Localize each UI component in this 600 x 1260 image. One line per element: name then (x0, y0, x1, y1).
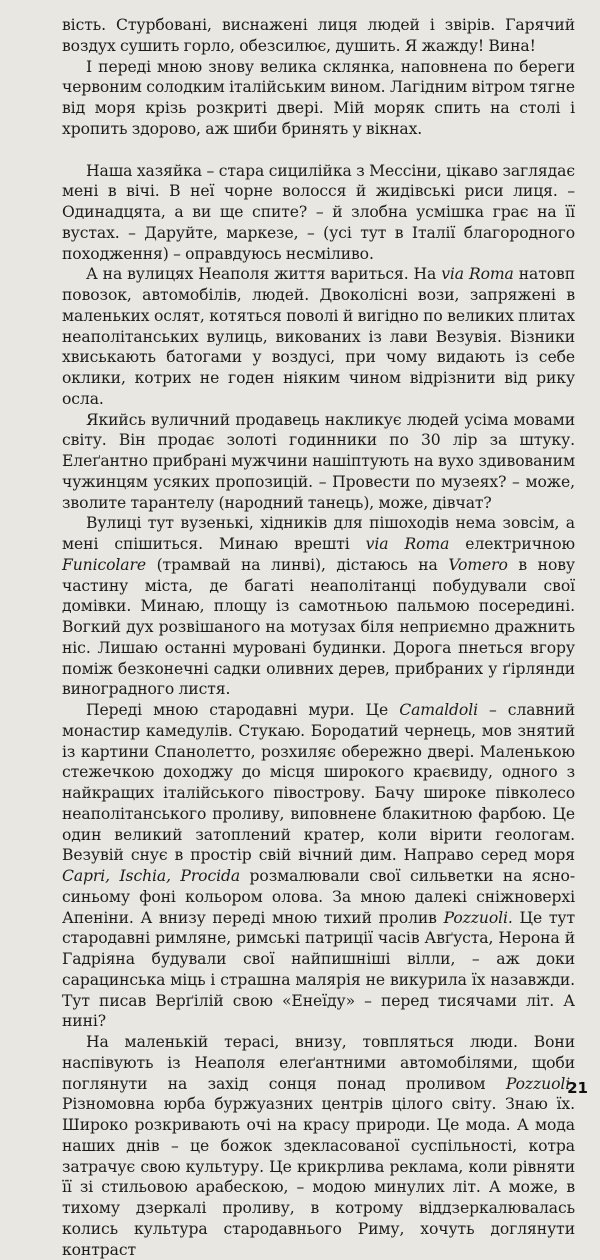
paragraph-7: Переді мною стародавні мури. Це Camaldoli – славний монастир камедулів. Стукаю. Бородатий чернець, мов знятий із картини Спанолетто, розхиляє обережно двері. Маленькою стежечкою доходжу до місця широкого краєвиду, одного з найкращих італійського півострову. Бачу широке півколесо неаполітанського проливу, виповнене блакитною фарбою. Це один великий затоплений кратер, коли вірити геологам. Везувій снує в простір свій вічний дим. Направо серед моря Capri, Ischia, Procida розмалювали свої сильветки на ясно-синьому фоні кольором олова. За мною далекі сніжноверхі Апеніни. А внизу переді мною тихий пролив Pozzuoli. Це тут стародавні римляне, римські патриції часів Авґуста, Нерона й Гадріяна будували свої найпишніші вілли, – аж доки сарацинська міць і страшна малярія не викурила їх назавжди. Тут писав Верґілій свою «Енеїду» – перед тисячами літ. А нині? (62, 701, 576, 1031)
italic-term: Funicolare (62, 555, 146, 574)
italic-term: Vomero (448, 555, 508, 574)
paragraph-5: Якийсь вуличний продавець накликує людей усіма мовами світу. Він продає золоті годинники по 30 лір за штуку. Елеґантно прибрані мужчини нашіптують на вухо здивованим чужинцям усяких пропозицій. – Провести по музеях? – може, зволите тарантелу (народний танець), може, дівчат? (62, 410, 575, 512)
italic-term: via Roma (365, 535, 450, 553)
paragraph-8: На маленькій терасі, внизу, товпляться люди. Вони наспівують із Неаполя елеґантними автомобілями, щоби поглянути на захід сонця понад проливом Pozzuoli. Різномовна юрба буржуазних центрів цілого світу. Знаю їх. Широко розкривають очі на красу природи. Це мода. А мода наших днів – це божок здекласованої суспільності, котра затрачує свою культуру. Це крикрлива реклама, коли рівняти її зі стильовою арабескою, – модою минулих літ. А може, в тихому дзеркалі проливу, в котрому віддзеркалювалась колись культура стародавнього Риму, хочуть доглянути контраст (62, 1033, 575, 1259)
italic-term: Camaldoli (399, 701, 478, 719)
italic-term: Pozzuoli. (505, 1074, 575, 1093)
italic-term: via Roma (441, 265, 514, 284)
page-number: 21 (567, 1079, 588, 1097)
paragraph-3: Наша хазяйка – стара сицилійка з Мессіни, цікаво заглядає мені в вічі. В неї чорне волосся й жидівські риси лиця. – Одинадцята, а ви ще спите? – й злобна усмішка грає на її вустах. – Даруйте, маркезе, – (усі тут в Італії благородного походження) – оправдуюсь несміливо. (62, 161, 575, 263)
italic-term: Pozzuoli. (443, 908, 513, 927)
paragraph-6: Вулиці тут вузенькі, хідників для пішоходів нема зовсім, а мені спішиться. Минаю врешті via Roma електричною Funicolare (трамвай на линві), дістаюсь на Vomero в нову частину міста, де багаті неаполітанці побудували свої домівки. Минаю, площу із самотньою пальмою посередині. Вогкий дух розвішаного на мотузах біля неприємно дражнить ніс. Лишаю останні муровані будинки. Дорога пнеться вгору поміж безконечні садки оливних дерев, прибраних у ґірлянди виноградного листя. (62, 514, 575, 699)
paragraph-4: А на вулицях Неаполя життя вариться. На via Roma натовп повозок, автомобілів, людей. Двоколісні вози, запряжені в маленьких ослят, котяться поволі й вигідно по великих плитах неаполітанських вулиць, викованих із лави Везувія. Візники хвиськають батогами у воздусі, при чому видають із себе оклики, котрих не годен ніяким чином відрізнити від рику осла. (62, 265, 575, 408)
italic-term: Capri, Ischia, Procida (62, 867, 241, 885)
paragraph-2: І переді мною знову велика склянка, наповнена по береги червоним солодким італійським вином. Лагідним вітром тягне від моря крізь розкриті двері. Мій моряк спить на столі і хропить здорово, аж шиби бринять у вікнах. (62, 57, 575, 138)
paragraph-1: вість. Стурбовані, виснажені лиця людей і звірів. Гарячий воздух сушить горло, обезсилює, душить. Я жажду! Вина! (62, 16, 575, 55)
